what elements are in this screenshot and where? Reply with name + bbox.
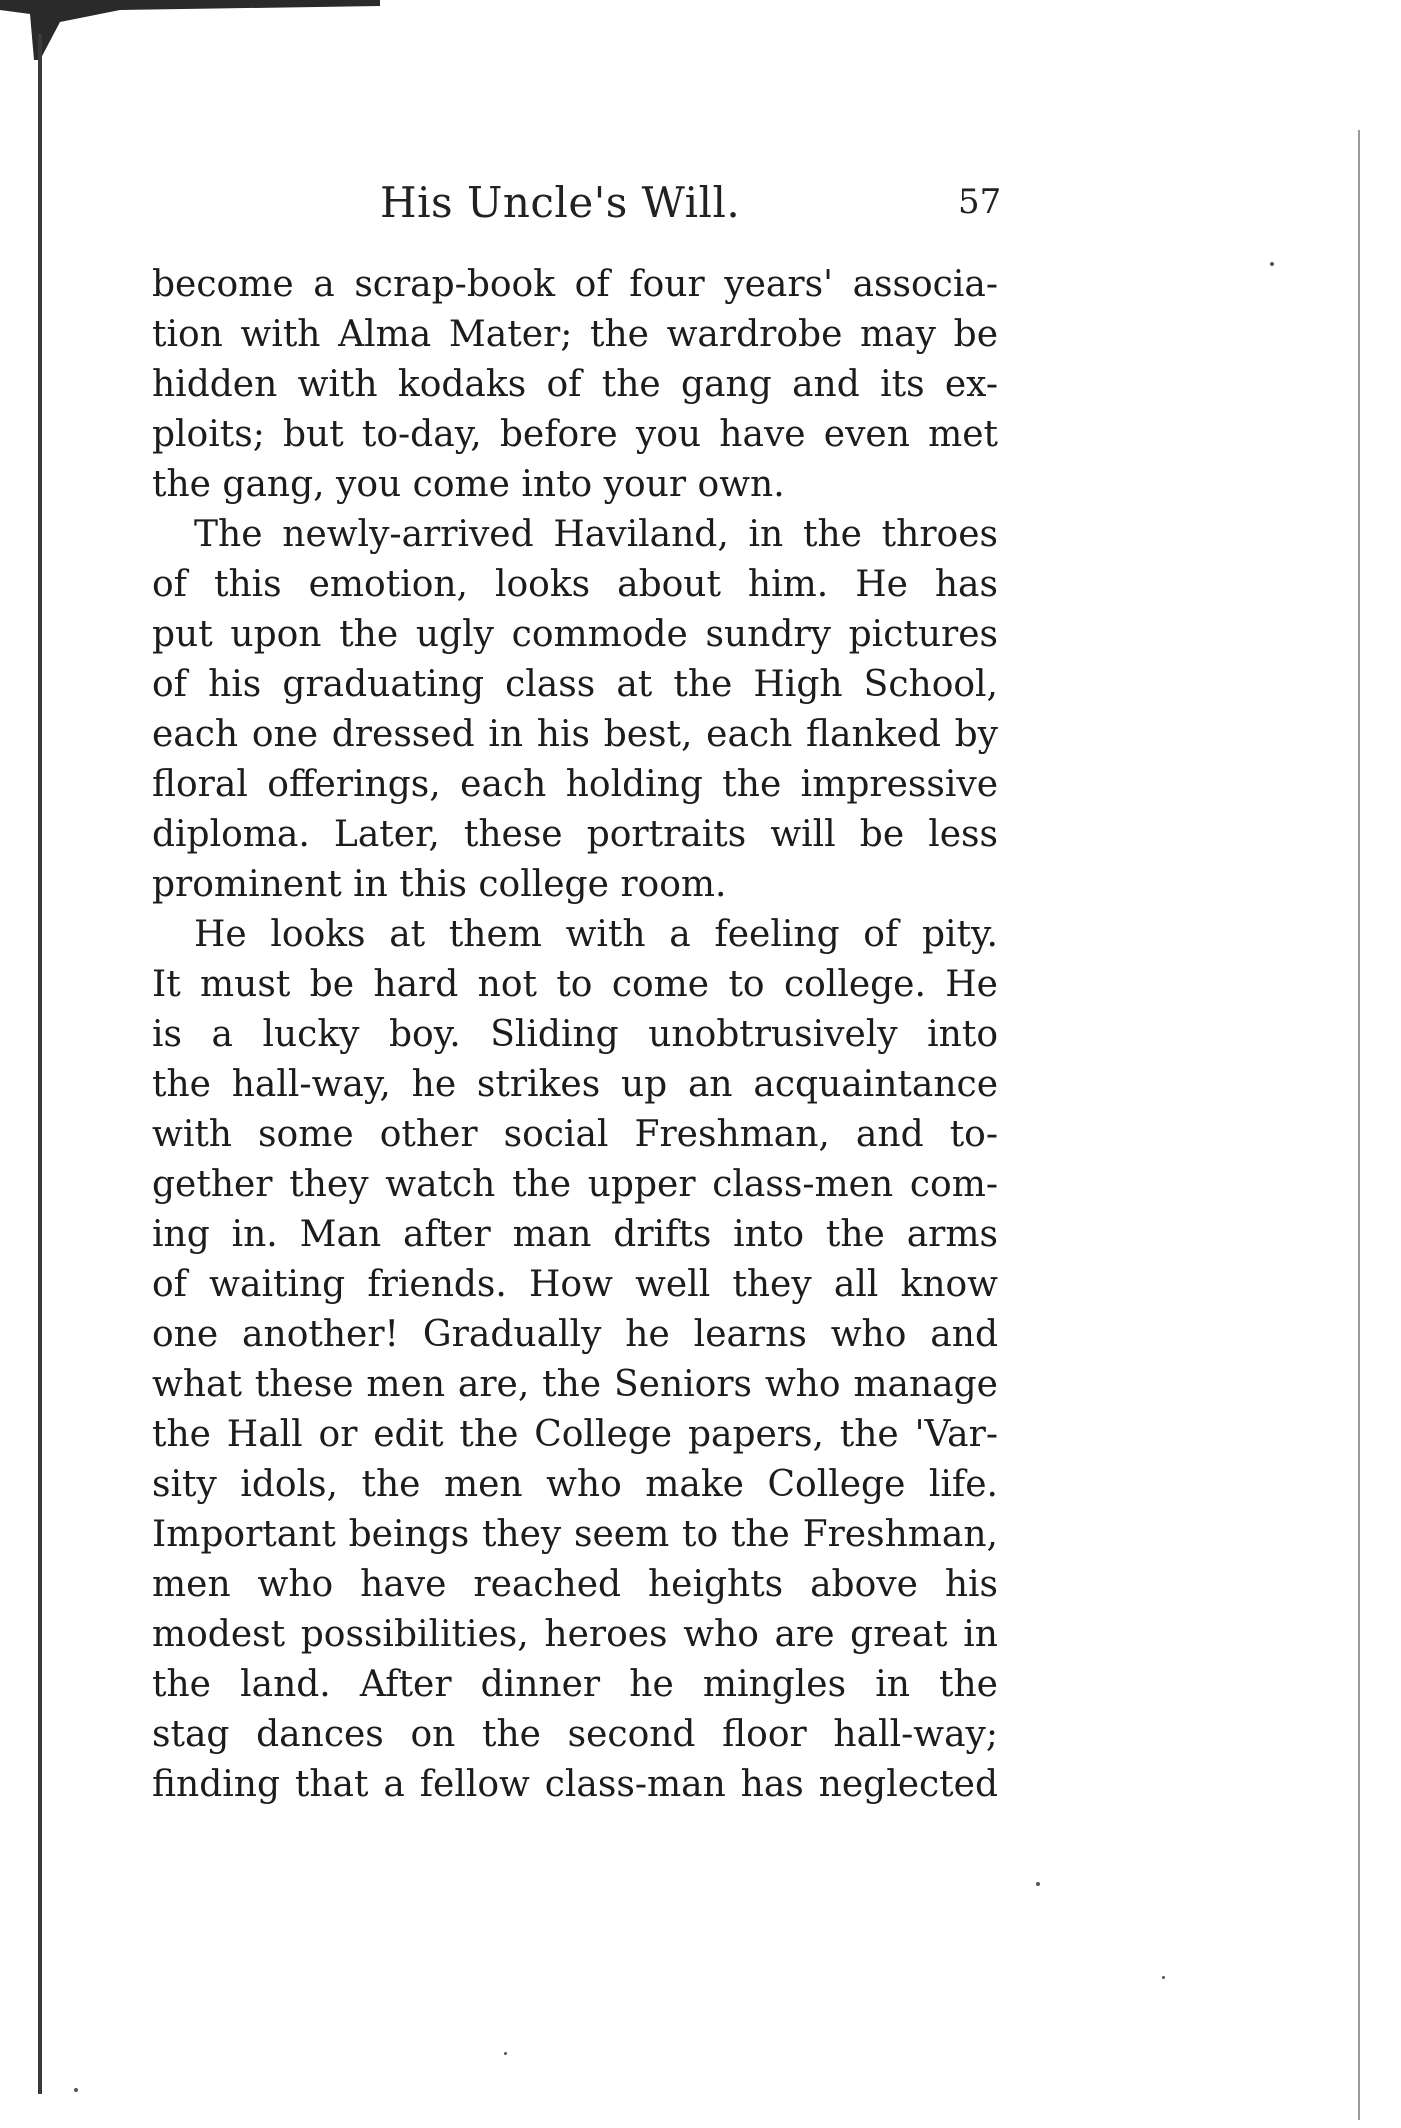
- text-line: ploits; but to-day, before you have even met: [152, 414, 998, 455]
- text-line: ing in. Man after man drifts into the arms: [152, 1214, 998, 1255]
- text-line: floral offerings, each holding the impressive: [152, 764, 998, 805]
- text-line: the land. After dinner he mingles in the: [152, 1664, 998, 1705]
- text-line: put upon the ugly commode sundry pictures: [152, 614, 998, 655]
- text-line: with some other social Freshman, and to-: [152, 1114, 998, 1155]
- scan-speck: [1162, 1976, 1165, 1979]
- text-line: the gang, you come into your own.: [152, 464, 785, 505]
- text-line: of waiting friends. How well they all know: [152, 1264, 998, 1305]
- paragraph-start-line: He looks at them with a feeling of pity.: [194, 914, 998, 955]
- scan-speck: [504, 2052, 507, 2055]
- text-line: of this emotion, looks about him. He has: [152, 564, 998, 605]
- text-line: stag dances on the second floor hall-way;: [152, 1714, 998, 1755]
- scan-speck: [1270, 262, 1274, 266]
- text-line: diploma. Later, these portraits will be less: [152, 814, 998, 855]
- text-line: is a lucky boy. Sliding unobtrusively into: [152, 1014, 998, 1055]
- paragraph-start-line: The newly-arrived Haviland, in the throes: [194, 514, 998, 555]
- right-page-edge: [1358, 130, 1360, 2120]
- body-text: [152, 260, 998, 1810]
- text-line: tion with Alma Mater; the wardrobe may be: [152, 314, 998, 355]
- text-line: become a scrap-book of four years' associa-: [152, 264, 998, 305]
- text-line: the Hall or edit the College papers, the 'Var-: [152, 1414, 998, 1455]
- text-line: modest possibilities, heroes who are great in: [152, 1614, 998, 1655]
- text-line: hidden with kodaks of the gang and its ex-: [152, 364, 998, 405]
- running-title: His Uncle's Will.: [380, 178, 741, 227]
- text-line: prominent in this college room.: [152, 864, 727, 905]
- scan-speck: [74, 2088, 78, 2092]
- text-line: what these men are, the Seniors who manage: [152, 1364, 998, 1405]
- page-number: 57: [958, 182, 1002, 222]
- text-line: one another! Gradually he learns who and: [152, 1314, 998, 1355]
- scan-corner-mark: [0, 0, 380, 60]
- text-line: gether they watch the upper class-men com-: [152, 1164, 998, 1205]
- text-line: Important beings they seem to the Freshman,: [152, 1514, 998, 1555]
- text-line: each one dressed in his best, each flanked by: [152, 714, 998, 755]
- text-line: finding that a fellow class-man has neglected: [152, 1764, 998, 1805]
- text-line: sity idols, the men who make College life.: [152, 1464, 998, 1505]
- text-line: men who have reached heights above his: [152, 1564, 998, 1605]
- scan-speck: [1036, 1882, 1040, 1886]
- text-line: of his graduating class at the High School,: [152, 664, 998, 705]
- text-line: It must be hard not to come to college. He: [152, 964, 998, 1005]
- text-line: the hall-way, he strikes up an acquaintance: [152, 1064, 998, 1105]
- left-page-edge: [38, 34, 42, 2094]
